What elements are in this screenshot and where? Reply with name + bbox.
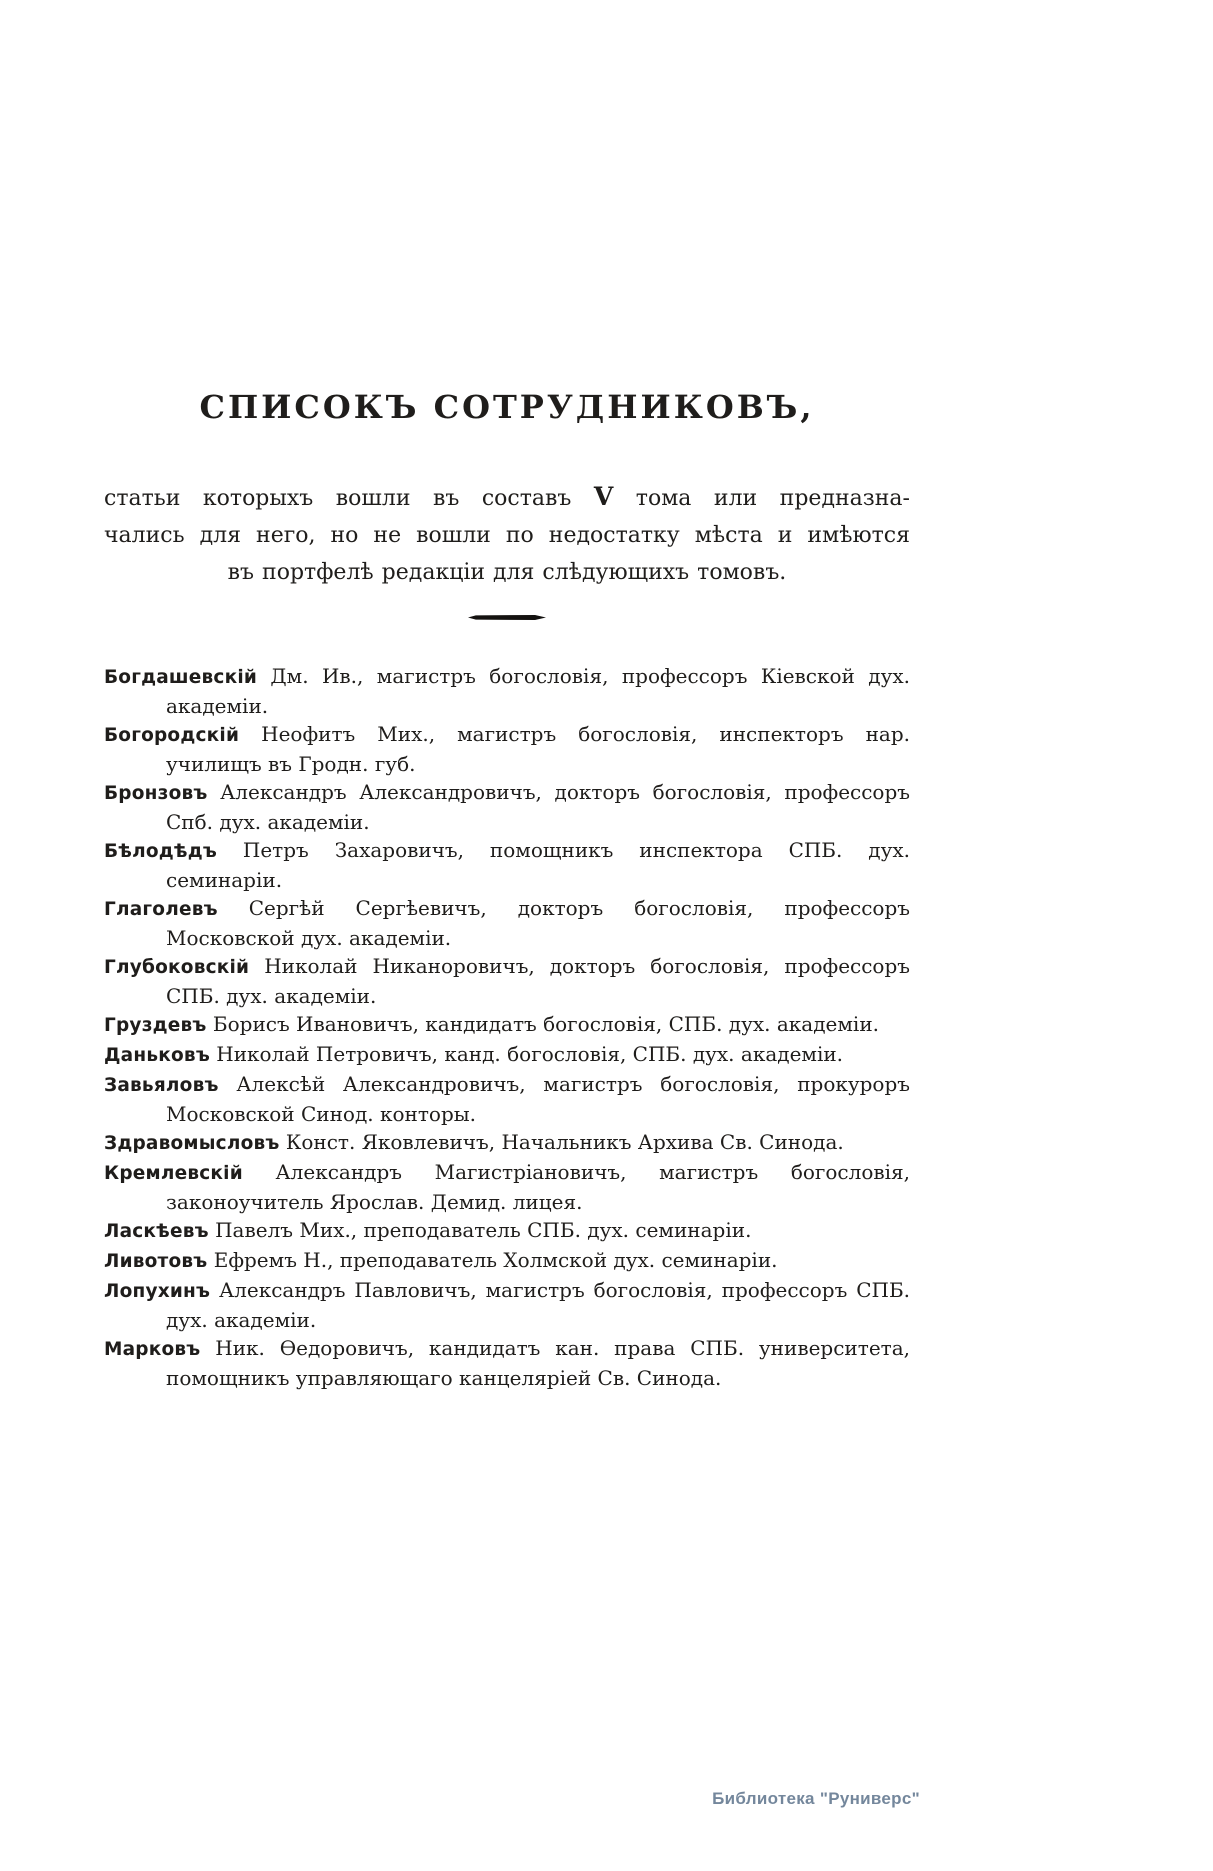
intro-line-3: въ портфелѣ редакціи для слѣдующихъ томовъ. bbox=[227, 560, 787, 585]
contributor-description: Александръ Александровичъ, докторъ богословія, профессоръ Спб. дух. академіи. bbox=[166, 780, 910, 834]
contributor-name: Ласкѣевъ bbox=[104, 1221, 209, 1242]
contributors-list bbox=[104, 662, 910, 1392]
contributor-description: Конст. Яковлевичъ, Начальникъ Архива Св. Синода. bbox=[285, 1130, 844, 1154]
list-item bbox=[104, 1276, 910, 1334]
list-item bbox=[104, 1070, 910, 1128]
section-divider bbox=[104, 615, 910, 620]
contributor-name: Завьяловъ bbox=[104, 1075, 219, 1096]
contributor-name: Марковъ bbox=[104, 1339, 201, 1360]
divider-ornament-icon bbox=[468, 615, 546, 620]
list-item bbox=[104, 1246, 910, 1276]
contributor-description: Борисъ Ивановичъ, кандидатъ богословія, СПБ. дух. академіи. bbox=[212, 1012, 879, 1036]
contributor-name: Богдашевскій bbox=[104, 667, 258, 688]
contributor-description: Николай Петровичъ, канд. богословія, СПБ. дух. академіи. bbox=[216, 1042, 844, 1066]
list-item bbox=[104, 1010, 910, 1040]
list-item bbox=[104, 778, 910, 836]
intro-paragraph bbox=[104, 478, 910, 591]
list-item bbox=[104, 662, 910, 720]
contributor-description: Николай Никаноровичъ, докторъ богословія, профессоръ СПБ. дух. академіи. bbox=[166, 954, 911, 1008]
contributor-name: Бронзовъ bbox=[104, 783, 208, 804]
contributor-name: Груздевъ bbox=[104, 1015, 207, 1036]
intro-line-2: чались для него, но не вошли по недостатку мѣста и имѣются bbox=[104, 523, 910, 548]
contributor-name: Глубоковскій bbox=[104, 957, 250, 978]
contributor-name: Здравомысловъ bbox=[104, 1133, 280, 1154]
intro-line-1-before: статьи которыхъ вошли въ составъ bbox=[104, 486, 594, 511]
contributor-description: Александръ Магистріановичъ, магистръ богословія, законоучитель Ярослав. Демид. лицея. bbox=[166, 1160, 911, 1214]
contributor-description: Ефремъ Н., преподаватель Холмской дух. семинаріи. bbox=[213, 1248, 778, 1272]
list-item bbox=[104, 1158, 910, 1216]
contributor-name: Ливотовъ bbox=[104, 1251, 208, 1272]
page-title: СПИСОКЪ СОТРУДНИКОВЪ, bbox=[199, 388, 815, 426]
contributor-name: Глаголевъ bbox=[104, 899, 218, 920]
list-item bbox=[104, 1216, 910, 1246]
contributor-description: Алексѣй Александровичъ, магистръ богословія, прокуроръ Московской Синод. конторы. bbox=[166, 1072, 911, 1126]
contributor-name: Бѣлодѣдъ bbox=[104, 841, 217, 862]
list-item bbox=[104, 720, 910, 778]
volume-number: V bbox=[593, 482, 614, 511]
intro-line-1 bbox=[104, 478, 910, 517]
page-content bbox=[104, 388, 910, 1392]
contributor-description: Ник. Ѳедоровичъ, кандидатъ кан. права СПБ. университета, помощникъ управляющаго канцеляріей Св. Синода. bbox=[166, 1336, 911, 1390]
list-item bbox=[104, 836, 910, 894]
intro-line-1-after: тома или предназна- bbox=[613, 486, 910, 511]
contributor-name: Лопухинъ bbox=[104, 1281, 211, 1302]
contributor-description: Петръ Захаровичъ, помощникъ инспектора СПБ. дух. семинаріи. bbox=[166, 838, 910, 892]
contributor-description: Сергѣй Сергѣевичъ, докторъ богословія, профессоръ Московской дух. академіи. bbox=[166, 896, 910, 950]
list-item bbox=[104, 952, 910, 1010]
contributor-description: Александръ Павловичъ, магистръ богословія, профессоръ СПБ. дух. академіи. bbox=[166, 1278, 911, 1332]
contributor-name: Кремлевскій bbox=[104, 1163, 243, 1184]
library-watermark: Библиотека "Руниверс" bbox=[712, 1789, 920, 1808]
contributor-name: Богородскій bbox=[104, 725, 240, 746]
list-item bbox=[104, 1040, 910, 1070]
list-item bbox=[104, 894, 910, 952]
contributor-name: Даньковъ bbox=[104, 1045, 210, 1066]
contributor-description: Павелъ Мих., преподаватель СПБ. дух. семинаріи. bbox=[215, 1218, 752, 1242]
list-item bbox=[104, 1128, 910, 1158]
contributor-description: Дм. Ив., магистръ богословія, профессоръ Кіевской дух. академіи. bbox=[166, 664, 910, 718]
list-item bbox=[104, 1334, 910, 1392]
contributor-description: Неофитъ Мих., магистръ богословія, инспекторъ нар. училищъ въ Гродн. губ. bbox=[166, 722, 910, 776]
